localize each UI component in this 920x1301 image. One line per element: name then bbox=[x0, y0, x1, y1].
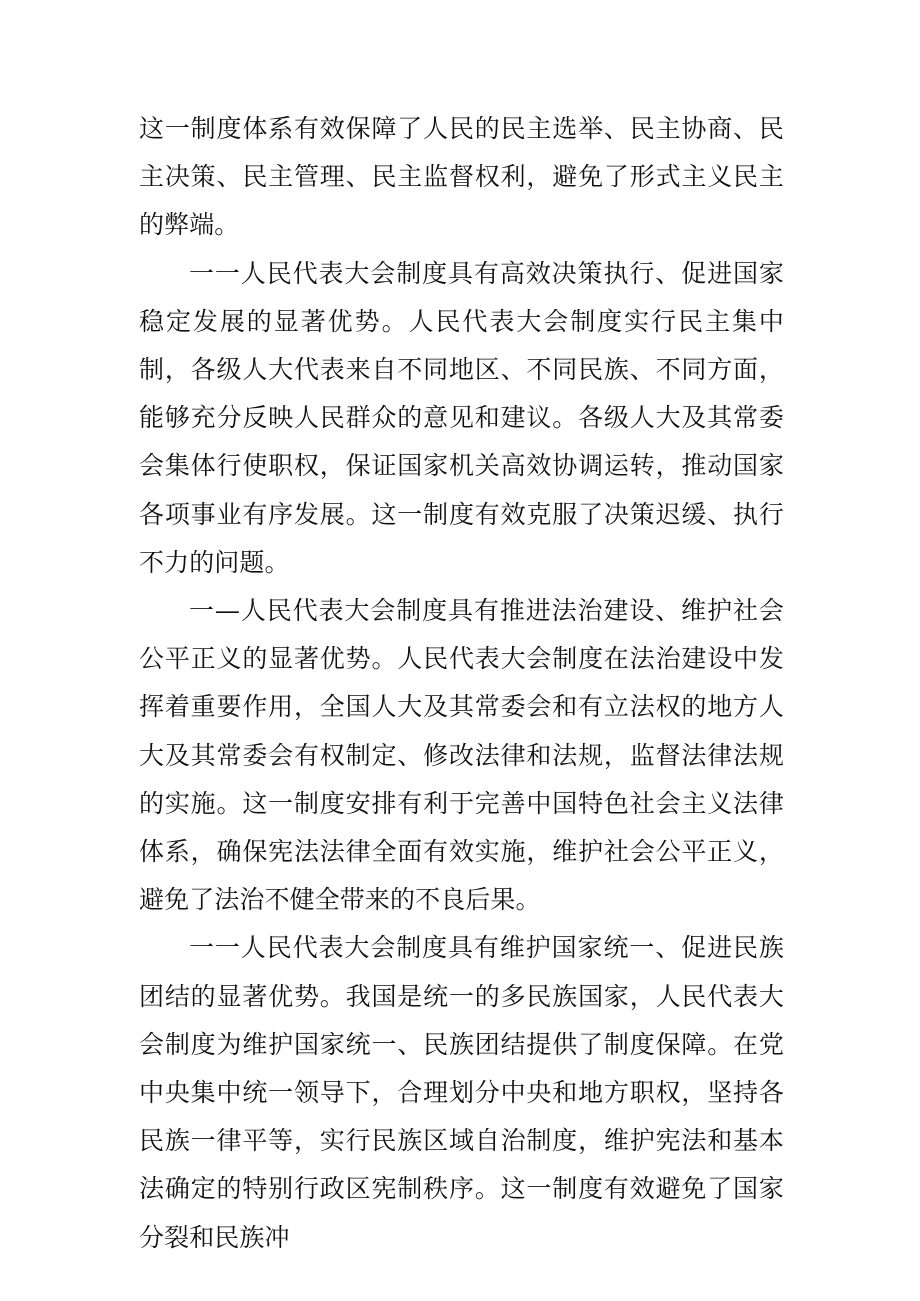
paragraph-1: 这一制度体系有效保障了人民的民主选举、民主协商、民主决策、民主管理、民主监督权利，避免了形式主义民主的弊端。 bbox=[139, 114, 784, 240]
paragraph-4: 一一人民代表大会制度具有维护国家统一、促进民族团结的显著优势。我国是统一的多民族国家，人民代表大会制度为维护国家统一、民族团结提供了制度保障。在党中央集中统一领导下，合理划分中央和地方职权，坚持各民族一律平等，实行民族区域自治制度，维护宪法和基本法确定的特别行政区宪制秩序。这一制度有效避免了国家分裂和民族冲 bbox=[139, 933, 784, 1252]
document-body bbox=[139, 105, 784, 1262]
paragraph-3: 一—人民代表大会制度具有推进法治建设、维护社会公平正义的显著优势。人民代表大会制度在法治建设中发挥着重要作用，全国人大及其常委会和有立法权的地方人大及其常委会有权制定、修改法律和法规，监督法律法规的实施。这一制度安排有利于完善中国特色社会主义法律体系，确保宪法法律全面有效实施，维护社会公平正义，避免了法治不健全带来的不良后果。 bbox=[139, 596, 784, 915]
paragraph-2: 一一人民代表大会制度具有高效决策执行、促进国家稳定发展的显著优势。人民代表大会制度实行民主集中制，各级人大代表来自不同地区、不同民族、不同方面，能够充分反映人民群众的意见和建议。各级人大及其常委会集体行使职权，保证国家机关高效协调运转，推动国家各项事业有序发展。这一制度有效克服了决策迟缓、执行不力的问题。 bbox=[139, 258, 784, 577]
